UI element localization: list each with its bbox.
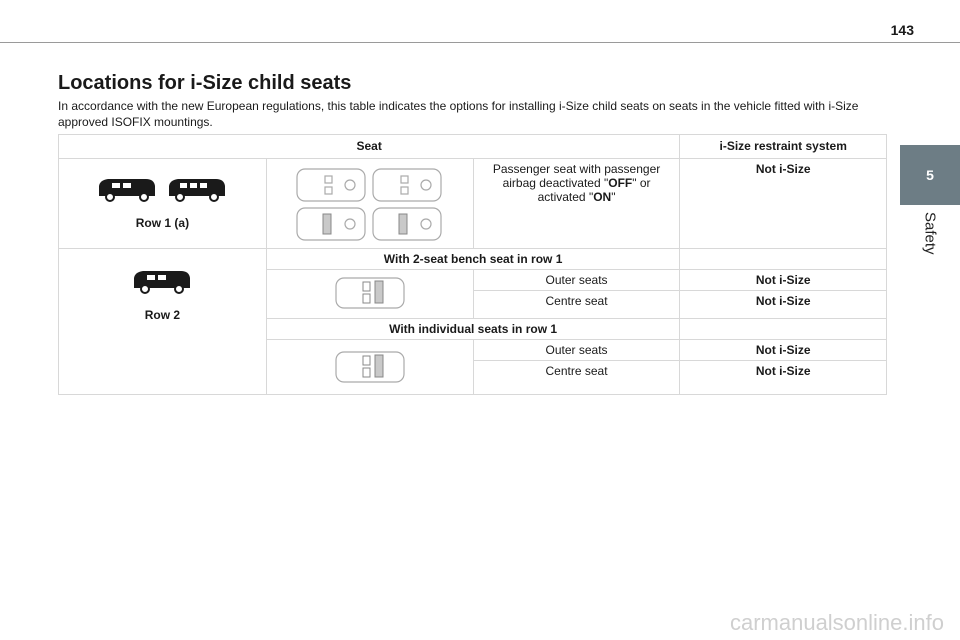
intro-paragraph: In accordance with the new European regulations, this table indicates the options for installing i-Size child seats on seats in the vehicle fitted with i-Size approved ISOFIX mountings. [58, 99, 859, 129]
chapter-tab[interactable]: 5 [900, 145, 960, 205]
watermark: carmanualsonline.info [729, 610, 944, 635]
bench-diagram-cell [266, 270, 473, 319]
bench-centre-result: Not i-Size [680, 291, 887, 319]
i-size-table [58, 134, 887, 395]
row2-vehicle-cell [59, 249, 267, 395]
individual-outer-label: Outer seats [473, 340, 680, 361]
bench-outer-result: Not i-Size [680, 270, 887, 291]
header-seat: Seat [59, 135, 680, 159]
on-label: ON [593, 190, 612, 204]
seat-diagram-icon [335, 277, 405, 309]
row1-seat-diagram-cell [266, 159, 473, 249]
table-header-row [59, 135, 887, 159]
bench-heading: With 2-seat bench seat in row 1 [266, 249, 680, 270]
individual-centre-label: Centre seat [473, 361, 680, 395]
row1-vehicle-cell [59, 159, 267, 249]
header-rule [0, 42, 960, 43]
empty-cell [680, 319, 887, 340]
individual-centre-result: Not i-Size [680, 361, 887, 395]
individual-outer-result: Not i-Size [680, 340, 887, 361]
table-row [59, 249, 887, 270]
row1-label: Row 1 (a) [135, 216, 190, 230]
van-icons [63, 176, 262, 202]
row1-desc-mid: " or activated " [537, 176, 651, 204]
bench-outer-label: Outer seats [473, 270, 680, 291]
van-icon [166, 176, 228, 202]
row1-desc-post: " [611, 190, 616, 204]
row1-description [473, 159, 680, 249]
table-row [59, 159, 887, 249]
empty-cell [680, 249, 887, 270]
seat-diagram-icon [335, 351, 405, 383]
section-title: Locations for i-Size child seats [58, 72, 352, 94]
row2-label: Row 2 [144, 308, 181, 322]
row1-desc-pre: Passenger seat with passenger airbag deactivated " [492, 162, 661, 190]
chapter-label: Safety [921, 212, 939, 255]
van-icon [96, 176, 158, 202]
individual-diagram-cell [266, 340, 473, 395]
seat-diagram-icon [295, 166, 445, 244]
page-number: 143 [890, 22, 914, 38]
van-icon [131, 268, 193, 294]
row1-result: Not i-Size [680, 159, 887, 249]
header-restraint: i-Size restraint system [680, 135, 887, 159]
bench-centre-label: Centre seat [473, 291, 680, 319]
individual-heading: With individual seats in row 1 [266, 319, 680, 340]
off-label: OFF [608, 176, 633, 190]
